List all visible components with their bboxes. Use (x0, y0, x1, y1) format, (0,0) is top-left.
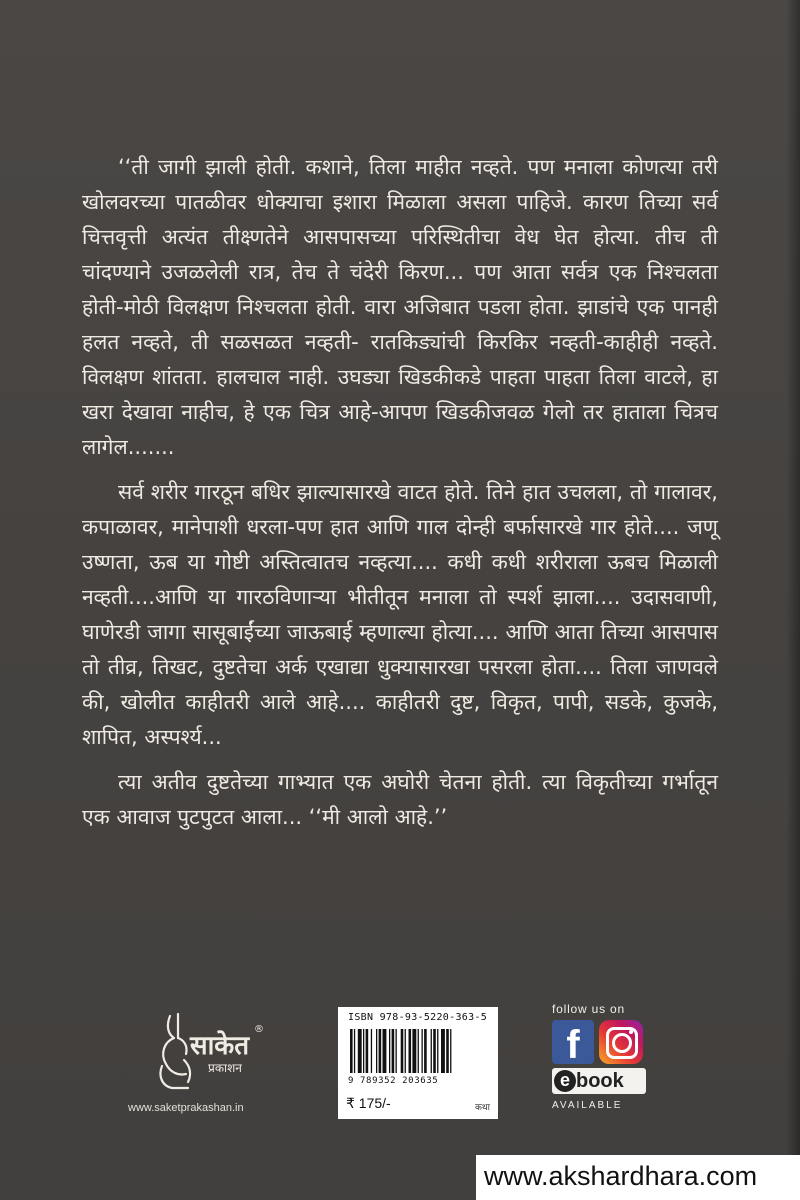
barcode-bar (389, 1029, 390, 1073)
barcode-bar (350, 1029, 353, 1073)
barcode-bar (450, 1029, 451, 1073)
blurb-paragraph-2: सर्व शरीर गारठून बधिर झाल्यासारखे वाटत होते. तिने हात उचलला, तो गालावर, कपाळावर, मानेपाशी धरला-पण हात आणि गाल दोन्ही बर्फासारखे गार होते.... जणू उष्णता, ऊब या गोष्टी अस्तित्वातच नव्हत्या.... कधी कधी शरीराला ऊबच मिळाली नव्हती....आणि या गारठविणाऱ्या भीतीतून मनाला तो स्पर्श झाला.... उदासवाणी, घाणेरडी जागा सासूबाईंच्या जाऊबाई म्हणाल्या होत्या.... आणि आता तिच्या आसपास तो तीव्र, तिखट, दुष्टतेचा अर्क एखाद्या धुक्यासारखा पसरला होता.... तिला जाणवले की, खोलीत काहीतरी आले आहे.... काहीतरी दुष्ट, विकृत, पापी, सडके, कुजके, शापित, अस्पर्श्य... (82, 480, 718, 749)
barcode-bar (383, 1029, 387, 1073)
isbn-barcode-box (338, 1007, 498, 1119)
barcode-bar (424, 1029, 427, 1073)
barcode-bar (409, 1029, 412, 1073)
blurb-paragraph-1: ‘‘ती जागी झाली होती. कशाने, तिला माहीत नव्हते. पण मनाला कोणत्या तरी खोलवरच्या पातळीवर धोक्याचा इशारा मिळाला असला पाहिजे. कारण तिच्या सर्व चित्तवृत्ती अत्यंत तीक्ष्णतेने आसपासच्या परिस्थितीचा वेध घेत होत्या. तीच ती चांदण्याने उजळलेली रात्र, तेच ते चंदेरी किरण... पण आता सर्वत्र एक निश्चलता होती-मोठी विलक्षण निश्चलता होती. वारा अजिबात पडला होता. झाडांचे एक पानही हलत नव्हते, ती सळसळत नव्हती- रातकिड्यांची किरकिर नव्हती-काहीही नव्हते. विलक्षण शांतता. हालचाल नाही. उघड्या खिडकीकडे पाहता पाहता तिला वाटले, हा खरा देखावा नाहीच, हे एक चित्र आहे-आपण खिडकीजवळ गेलो तर हाताला चित्रच लागेल....... (82, 155, 718, 459)
watermark (476, 1155, 800, 1200)
watermark-text: www.akshardhara.com (484, 1161, 758, 1191)
logo-text: साकेत (190, 1031, 250, 1061)
spine-shadow (786, 0, 800, 1200)
barcode-bar (437, 1029, 438, 1073)
barcode-bar (371, 1029, 372, 1073)
blurb-paragraph-3: त्या अतीव दुष्टतेच्या गाभ्यात एक अघोरी चेतना होती. त्या विकृतीच्या गर्भातून एक आवाज पुटपुटत आला... ‘‘मी आलो आहे.’’ (82, 770, 718, 829)
barcode-icon (348, 1029, 488, 1075)
genre-label: कथा (475, 1103, 490, 1113)
barcode-bar (431, 1029, 432, 1073)
barcode-bar (376, 1029, 377, 1073)
price-label: ₹ 175/- (346, 1095, 391, 1111)
instagram-icon[interactable] (599, 1020, 643, 1064)
barcode-bar (358, 1029, 362, 1073)
barcode-bar (392, 1029, 395, 1073)
barcode-bar (418, 1029, 419, 1073)
barcode-bar (446, 1029, 449, 1073)
barcode-bar (422, 1029, 423, 1073)
social-block (549, 1002, 649, 1120)
barcode-bar (405, 1029, 406, 1073)
logo-subtext: प्रकाशन (208, 1061, 242, 1075)
ebook-badge[interactable] (552, 1068, 646, 1094)
publisher-url[interactable]: www.saketprakashan.in (128, 1102, 244, 1114)
barcode-bar (441, 1029, 445, 1073)
publisher-block (128, 1010, 328, 1120)
ebook-label: book (576, 1070, 624, 1092)
blurb-text (82, 150, 718, 845)
ebook-e-icon: e (554, 1070, 576, 1092)
barcode-bar (433, 1029, 436, 1073)
rabbit-icon (160, 1014, 190, 1088)
barcode-bar (401, 1029, 404, 1073)
barcode-bar (363, 1029, 364, 1073)
follow-us-label: follow us on (552, 1002, 625, 1016)
available-label: AVAILABLE (552, 1100, 623, 1111)
registered-mark: ® (254, 1024, 264, 1035)
facebook-icon[interactable]: f (552, 1020, 594, 1064)
barcode-bar (366, 1029, 369, 1073)
barcode-bar (379, 1029, 382, 1073)
isbn-label: ISBN 978-93-5220-363-5 (348, 1012, 488, 1023)
barcode-bar (354, 1029, 355, 1073)
barcode-bar (396, 1029, 397, 1073)
publisher-logo (148, 1010, 268, 1100)
barcode-digits: 9 789352 203635 (348, 1076, 439, 1086)
barcode-bar (412, 1029, 416, 1073)
